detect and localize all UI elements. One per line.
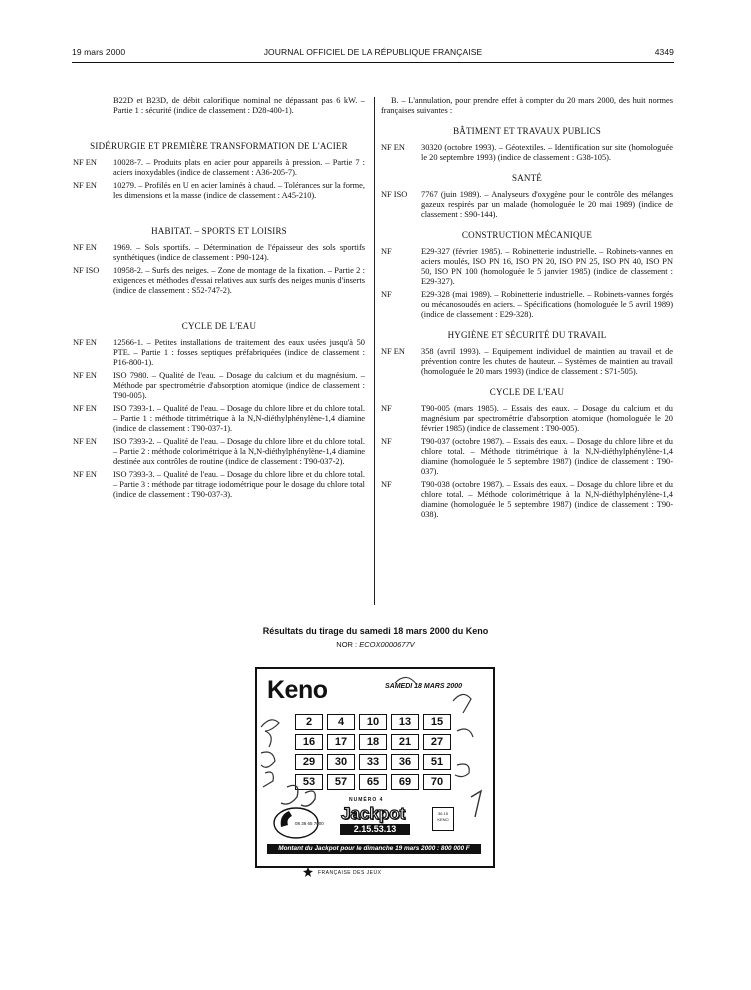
numero-4-label: NUMÉRO 4	[349, 797, 384, 803]
standard-entry	[73, 371, 365, 401]
standard-entry	[381, 347, 673, 377]
issue-date: 19 mars 2000	[72, 47, 126, 57]
standard-entry	[73, 181, 365, 201]
keno-number: 16	[295, 734, 323, 750]
keno-number: 53	[295, 774, 323, 790]
page-header	[72, 47, 674, 61]
keno-number: 15	[423, 714, 451, 730]
section-title: SANTÉ	[512, 173, 542, 183]
section-title: HABITAT. – SPORTS ET LOISIRS	[151, 226, 287, 236]
standard-entry	[381, 190, 673, 220]
section-title: CYCLE DE L'EAU	[181, 321, 257, 331]
keno-number: 10	[359, 714, 387, 730]
standard-text: 1969. – Sols sportifs. – Détermination de l'épaisseur des sols sportifs synthétiques (indice de classement : P90-124).	[113, 243, 365, 262]
standard-entry	[73, 158, 365, 178]
standard-code: NF	[381, 480, 392, 489]
standard-code: NF	[381, 404, 392, 413]
standard-text: 7767 (juin 1989). – Analyseurs d'oxygène pour le contrôle des mélanges gazeux respirés par un malade (homologuée le 20 mai 1989) (indice de classement : S90-144).	[421, 190, 673, 219]
standard-entry	[381, 437, 673, 477]
standard-entry	[381, 143, 673, 163]
keno-number: 27	[423, 734, 451, 750]
standard-text: ISO 7393-2. – Qualité de l'eau. – Dosage du chlore libre et du chlore total. – Partie 2 : méthode colorimétrique à la N,N-diéthylphénylène-1,4 diamine destinée aux contrôles de routine (indice de classement : T90-037-2).	[113, 437, 365, 466]
standard-code: NF EN	[381, 347, 405, 356]
keno-number: 21	[391, 734, 419, 750]
keno-number: 13	[391, 714, 419, 730]
standard-entry	[381, 247, 673, 287]
standard-text: 10028-7. – Produits plats en acier pour appareils à pression. – Partie 7 : aciers inoxydables (indice de classement : A36-205-7).	[113, 158, 365, 177]
column-divider	[374, 97, 375, 605]
standard-text: E29-327 (février 1985). – Robinetterie industrielle. – Robinets-vannes en aciers moulés, ISO PN 16, ISO PN 20, ISO PN 25, ISO PN 40, ISO PN 50, ISO PN 100 (homologuée le 5 janvier 1985) (indice de classement : E29-327).	[421, 247, 673, 286]
standard-text: 10958-2. – Surfs des neiges. – Zone de montage de la fixation. – Partie 2 : exigences et méthodes d'essai relatives aux surfs des neiges munis d'inserts (indice de classement : S52-747-2).	[113, 266, 365, 295]
section-title: SIDÉRURGIE ET PREMIÈRE TRANSFORMATION DE L'ACIER	[90, 141, 348, 151]
section-title: CONSTRUCTION MÉCANIQUE	[461, 230, 593, 240]
page-number: 4349	[654, 47, 674, 57]
header-rule	[72, 62, 674, 63]
keno-phone-number: 08 36 65 7000	[295, 821, 324, 826]
jackpot-amount-band: Montant du Jackpot pour le dimanche 19 mars 2000 : 800 000 F	[267, 844, 481, 854]
standard-entry	[73, 470, 365, 500]
intro-continuation: B22D et B23D, de débit calorifique nominal ne dépassant pas 6 kW. – Partie 1 : sécurité (indice de classement : D28-400-1).	[113, 96, 365, 115]
section-title: CYCLE DE L'EAU	[489, 387, 565, 397]
keno-number: 65	[359, 774, 387, 790]
standard-code: NF	[381, 290, 392, 299]
standard-code: NF	[381, 437, 392, 446]
standard-text: T90-005 (mars 1985). – Essais des eaux. – Dosage du calcium et du magnésium par spectrométrie d'absorption atomique (homologuée le 20 février 1985) (indice de classement : T90-005).	[421, 404, 673, 433]
minitel-badge: 36 15 KENO	[432, 807, 454, 831]
standard-entry	[73, 266, 365, 296]
keno-number-grid	[295, 714, 455, 790]
journal-title: JOURNAL OFFICIEL DE LA RÉPUBLIQUE FRANÇAISE	[263, 47, 483, 57]
standard-code: NF EN	[73, 371, 97, 380]
standard-text: 358 (avril 1993). – Equipement individuel de maintien au travail et de prévention contre les chutes de hauteur. – Systèmes de maintien au travail (homologuée le 20 mars 1993) (indice de classement : S71-505).	[421, 347, 673, 376]
standard-code: NF EN	[73, 437, 97, 446]
francaise-des-jeux-logo-icon	[302, 866, 314, 878]
nor-label: NOR :	[336, 640, 358, 649]
keno-number: 30	[327, 754, 355, 770]
standard-text: 12566-1. – Petites installations de traitement des eaux usées jusqu'à 50 PTE. – Partie 1 : fosses septiques préfabriquées (indice de classement : P16-800-1).	[113, 338, 365, 367]
section-title: HYGIÈNE ET SÉCURITÉ DU TRAVAIL	[447, 330, 607, 340]
keno-number: 69	[391, 774, 419, 790]
standard-code: NF EN	[73, 338, 97, 347]
standard-code: NF EN	[73, 158, 97, 167]
keno-number: 17	[327, 734, 355, 750]
standard-code: NF EN	[381, 143, 405, 152]
nor-reference	[0, 640, 751, 649]
standard-code: NF EN	[73, 404, 97, 413]
standard-entry	[73, 404, 365, 434]
francaise-des-jeux-label: FRANÇAISE DES JEUX	[318, 870, 382, 876]
keno-number: 36	[391, 754, 419, 770]
standard-code: NF EN	[73, 243, 97, 252]
standard-text: 10279. – Profilés en U en acier laminés à chaud. – Tolérances sur la forme, les dimensions et la masse (indice de classement : A45-210).	[113, 181, 365, 200]
keno-number: 29	[295, 754, 323, 770]
jackpot-code: 2.15.53.13	[340, 824, 410, 835]
standard-text: ISO 7393-3. – Qualité de l'eau. – Dosage du chlore libre et du chlore total. – Partie 3 : méthode par titrage iodométrique pour le dosage du chlore total (indice de classement : T90-037-3).	[113, 470, 365, 499]
keno-number: 57	[327, 774, 355, 790]
standard-entry	[381, 290, 673, 320]
standard-text: 30320 (octobre 1993). – Géotextiles. – Identification sur site (homologuée le 20 septembre 1993) (indice de classement : G38-105).	[421, 143, 673, 162]
standard-entry	[381, 480, 673, 520]
keno-results-card	[255, 667, 495, 868]
keno-number: 2	[295, 714, 323, 730]
keno-draw-date: SAMEDI 18 MARS 2000	[385, 683, 463, 690]
standard-entry	[73, 437, 365, 467]
keno-number: 70	[423, 774, 451, 790]
standard-entry	[73, 338, 365, 368]
annulation-intro: B. – L'annulation, pour prendre effet à compter du 20 mars 2000, des huit normes françaises suivantes :	[381, 96, 673, 115]
keno-number: 33	[359, 754, 387, 770]
left-column	[73, 96, 365, 503]
standard-entry	[73, 243, 365, 263]
standard-code: NF	[381, 247, 392, 256]
standard-text: T90-038 (octobre 1987). – Essais des eaux. – Dosage du chlore libre et du chlore total. – Méthode colorimétrique à la N,N-diéthylphénylène-1,4 diamine (homologuée le 5 septembre 1987) (indice de classement : T90-038).	[421, 480, 673, 519]
keno-number: 18	[359, 734, 387, 750]
standard-text: E29-328 (mai 1989). – Robinetterie industrielle. – Robinets-vannes forgés ou mécanosoudés en aciers. – Spécifications (homologuée le 5 avril 1989) (indice de classement : E29-328).	[421, 290, 673, 319]
section-title: BÂTIMENT ET TRAVAUX PUBLICS	[453, 126, 601, 136]
keno-number: 4	[327, 714, 355, 730]
keno-logo: Keno	[267, 676, 328, 704]
standard-code: NF ISO	[73, 266, 100, 275]
standard-code: NF EN	[73, 470, 97, 479]
standard-code: NF ISO	[381, 190, 408, 199]
right-column	[381, 96, 673, 523]
keno-number: 51	[423, 754, 451, 770]
standard-code: NF EN	[73, 181, 97, 190]
nor-value: ECOX0000677V	[359, 640, 415, 649]
standard-text: ISO 7980. – Qualité de l'eau. – Dosage du calcium et du magnésium. – Méthode par spectrométrie d'absorption atomique (indice de classement : T90-005).	[113, 371, 365, 400]
standard-text: ISO 7393-1. – Qualité de l'eau. – Dosage du chlore libre et du chlore total. – Partie 1 : méthode titrimétrique à la N,N-diéthylphénylène-1,4 diamine (indice de classement : T90-037-1).	[113, 404, 365, 433]
standard-text: T90-037 (octobre 1987). – Essais des eaux. – Dosage du chlore libre et du chlore total. – Méthode titrimétrique à la N,N-diéthylphénylène-1,4 diamine (homologuée le 5 septembre 1987) (indice de classement : T90-037).	[421, 437, 673, 476]
results-title: Résultats du tirage du samedi 18 mars 2000 du Keno	[262, 626, 489, 636]
jackpot-logo: Jackpot	[341, 804, 406, 823]
standard-entry	[381, 404, 673, 434]
